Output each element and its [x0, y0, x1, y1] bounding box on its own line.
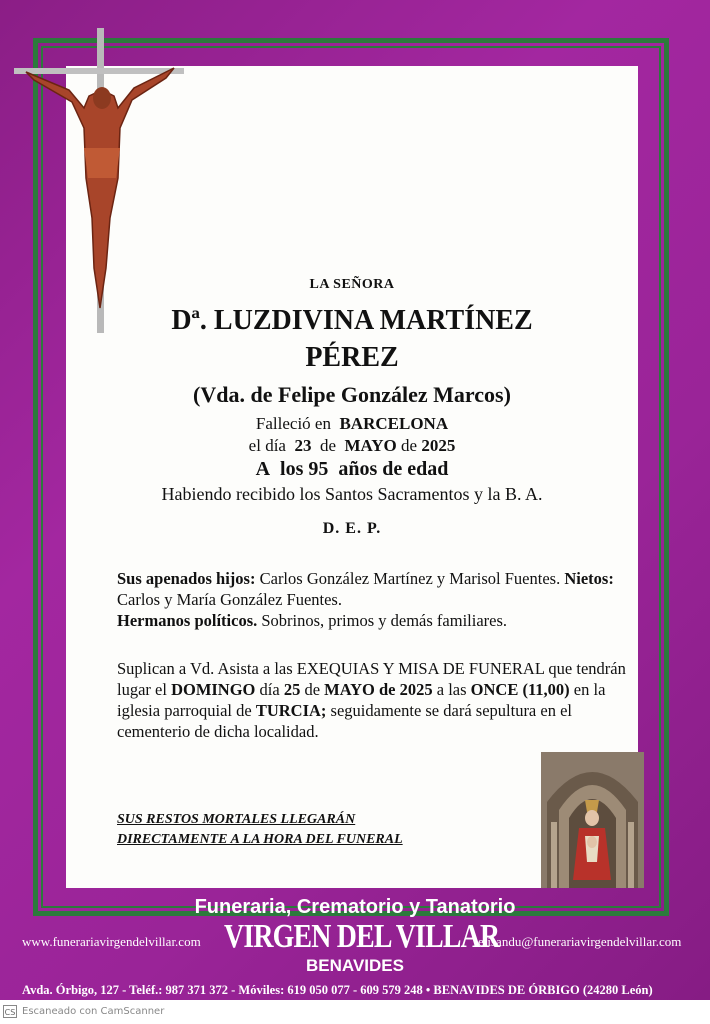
age-line: A los 95 años de edad: [255, 458, 449, 480]
heading-la-senora: LA SEÑORA: [309, 277, 395, 292]
death-place: Falleció en BARCELONA: [255, 414, 449, 433]
deceased-name-line2: PÉREZ: [305, 342, 399, 373]
family-paragraph: Sus apenados hijos: Carlos González Martínez y Marisol Fuentes. Nietos: Carlos y María González Fuentes. Hermanos políticos. Sobrinos, primos y demás familiares.: [117, 569, 614, 630]
scanner-watermark: [0, 1000, 710, 1024]
sacraments-line: Habiendo recibido los Santos Sacramentos y la B. A.: [161, 484, 543, 504]
scanner-text: Escaneado con CamScanner: [22, 1006, 165, 1017]
camscanner-icon: CS: [3, 1005, 17, 1018]
widow-of: (Vda. de Felipe González Marcos): [193, 382, 511, 407]
brand-name: VIRGEN DEL VILLAR: [224, 918, 500, 955]
virgin-statue-photo: [541, 752, 644, 888]
town-name: BENAVIDES: [306, 956, 404, 975]
statue-image-icon: [541, 752, 644, 888]
funeraria-title: Funeraria, Crematorio y Tanatorio: [194, 896, 516, 918]
address-line: Avda. Órbigo, 127 - Teléf.: 987 371 372 - Móviles: 619 050 077 - 609 579 248 • BENAVIDES DE ÓRBIGO (24280 León): [22, 983, 653, 997]
dep-line: D. E. P.: [322, 520, 382, 537]
deceased-name-line1: Dª. LUZDIVINA MARTÍNEZ: [171, 305, 533, 336]
death-date: el día 23 de MAYO de 2025: [248, 436, 456, 455]
website-link[interactable]: www.funerariavirgendelvillar.com: [22, 934, 201, 949]
remains-notice: SUS RESTOS MORTALES LLEGARÁN DIRECTAMENTE A LA HORA DEL FUNERAL: [117, 812, 403, 847]
service-paragraph: Suplican a Vd. Asista a las EXEQUIAS Y MISA DE FUNERAL que tendrán lugar el DOMINGO día 25 de MAYO de 2025 a las ONCE (11,00) en la iglesia parroquial de TURCIA; seguidamente se dará sepultura en el cementerio de dicha localidad.: [117, 659, 626, 741]
email-link[interactable]: elisandu@funerariavirgendelvillar.com: [478, 934, 682, 949]
